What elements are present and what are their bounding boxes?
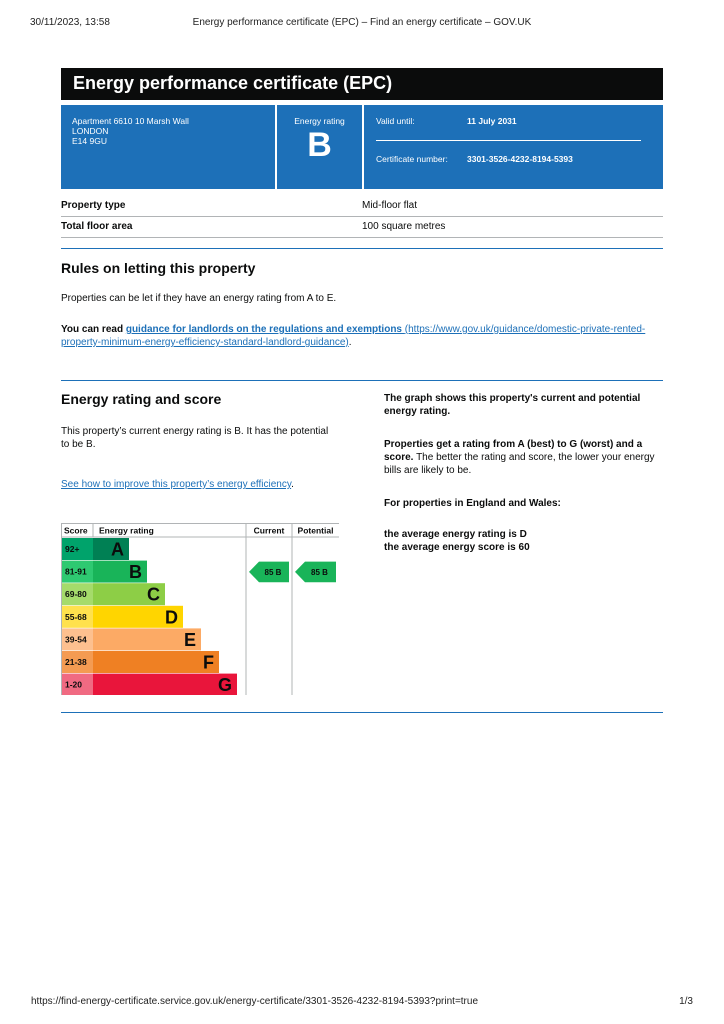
score-label-b: 81-91 xyxy=(65,566,87,577)
potential-header: Potential xyxy=(297,525,334,536)
energy-rating-letter: B xyxy=(307,126,332,164)
rating-letter-f: F xyxy=(203,652,214,673)
energy-rating-header: Energy rating xyxy=(99,525,154,536)
rating-band-g xyxy=(93,674,237,695)
score-label-f: 21-38 xyxy=(65,657,87,667)
floor-area-label: Total floor area xyxy=(61,217,362,238)
section-divider xyxy=(61,248,663,249)
energy-rating-chart xyxy=(61,523,341,700)
landlord-guidance-link[interactable]: guidance for landlords on the regulations and exemptions (https://www.gov.uk/guidance/domestic-private-rented-property-minimum-energy-efficiency-standard-landlord-guidance) xyxy=(61,324,646,348)
floor-area-value: 100 square metres xyxy=(362,217,663,238)
page-content xyxy=(61,68,663,695)
certificate-summary xyxy=(61,105,663,189)
valid-until-label: Valid until: xyxy=(376,116,415,126)
page-url: https://find-energy-certificate.service.gov.uk/energy-certificate/3301-3526-4232-8194-5393?print=true xyxy=(31,996,479,1007)
landlord-guidance-text: You can read guidance for landlords on the regulations and exemptions (https://www.gov.uk/guidance/domestic-private-rented-property-minimum-energy-efficiency-standard-landlord-guidance). xyxy=(61,324,646,348)
current-rating-text: This property’s current energy rating is B. It has the potential to be B. xyxy=(61,426,329,450)
energy-rating-section xyxy=(61,380,663,695)
rating-band-f xyxy=(93,651,219,673)
improve-energy-link[interactable]: See how to improve this property’s energy efficiency xyxy=(61,479,292,490)
certificate-number-label: Certificate number: xyxy=(376,154,448,164)
letting-rule-text: Properties can be let if they have an energy rating from A to E. xyxy=(61,293,337,304)
rating-letter-b: B xyxy=(129,562,142,583)
current-header: Current xyxy=(253,525,285,536)
address-line: Apartment 6610 10 Marsh Wall xyxy=(72,116,189,126)
table-row xyxy=(61,217,663,238)
rating-letter-g: G xyxy=(217,675,232,695)
divider xyxy=(376,140,641,141)
rating-explanation xyxy=(384,392,664,568)
average-score: the average energy score is 60 xyxy=(384,542,530,553)
energy-rating-label: Energy rating xyxy=(294,116,345,126)
graph-explanation: The graph shows this property's current and potential energy rating. xyxy=(384,393,641,417)
rating-letter-e: E xyxy=(183,629,196,650)
potential-rating-label: 85 B xyxy=(311,568,328,578)
rating-letter-c: C xyxy=(147,584,160,605)
property-type-label: Property type xyxy=(61,196,362,217)
score-label-a: 92+ xyxy=(65,544,80,554)
table-row xyxy=(61,196,663,217)
valid-until-date: 11 July 2031 xyxy=(467,116,517,126)
energy-rating-box xyxy=(277,105,362,189)
england-wales-label: For properties in England and Wales: xyxy=(384,498,561,509)
print-datetime: 30/11/2023, 13:58 xyxy=(30,17,110,28)
page-number: 1/3 xyxy=(679,996,693,1007)
score-label-c: 69-80 xyxy=(65,589,87,600)
score-label-d: 55-68 xyxy=(65,611,87,622)
property-type-value: Mid-floor flat xyxy=(362,196,663,217)
certificate-number: 3301-3526-4232-8194-5393 xyxy=(467,154,573,164)
letting-heading: Rules on letting this property xyxy=(61,260,256,276)
property-address xyxy=(61,105,275,189)
score-header: Score xyxy=(64,525,88,536)
epc-chart-svg xyxy=(61,523,341,695)
rating-letter-d: D xyxy=(165,607,178,628)
print-page-title: Energy performance certificate (EPC) – Find an energy certificate – GOV.UK xyxy=(192,17,532,28)
current-rating-label: 85 B xyxy=(264,568,282,578)
letting-section xyxy=(61,248,663,349)
score-label-g: 1-20 xyxy=(65,679,83,690)
rating-letter-a: A xyxy=(111,539,124,560)
improve-text: See how to improve this property’s energy efficiency. xyxy=(61,479,294,490)
guidance-prefix: You can read xyxy=(61,324,126,335)
section-divider xyxy=(61,712,663,713)
average-rating: the average energy rating is D xyxy=(384,529,527,540)
address-line: E14 9GU xyxy=(72,136,107,146)
rating-scale-explanation: Properties get a rating from A (best) to G (worst) and a score. The better the rating and score, the lower your energy bills are likely to be. xyxy=(384,439,655,476)
energy-rating-heading: Energy rating and score xyxy=(61,391,222,407)
validity-box xyxy=(364,105,663,189)
property-details-table xyxy=(61,196,663,238)
certificate-title: Energy performance certificate (EPC) xyxy=(61,68,663,100)
section-divider xyxy=(61,380,663,381)
address-line: LONDON xyxy=(72,126,109,136)
score-label-e: 39-54 xyxy=(65,634,87,645)
